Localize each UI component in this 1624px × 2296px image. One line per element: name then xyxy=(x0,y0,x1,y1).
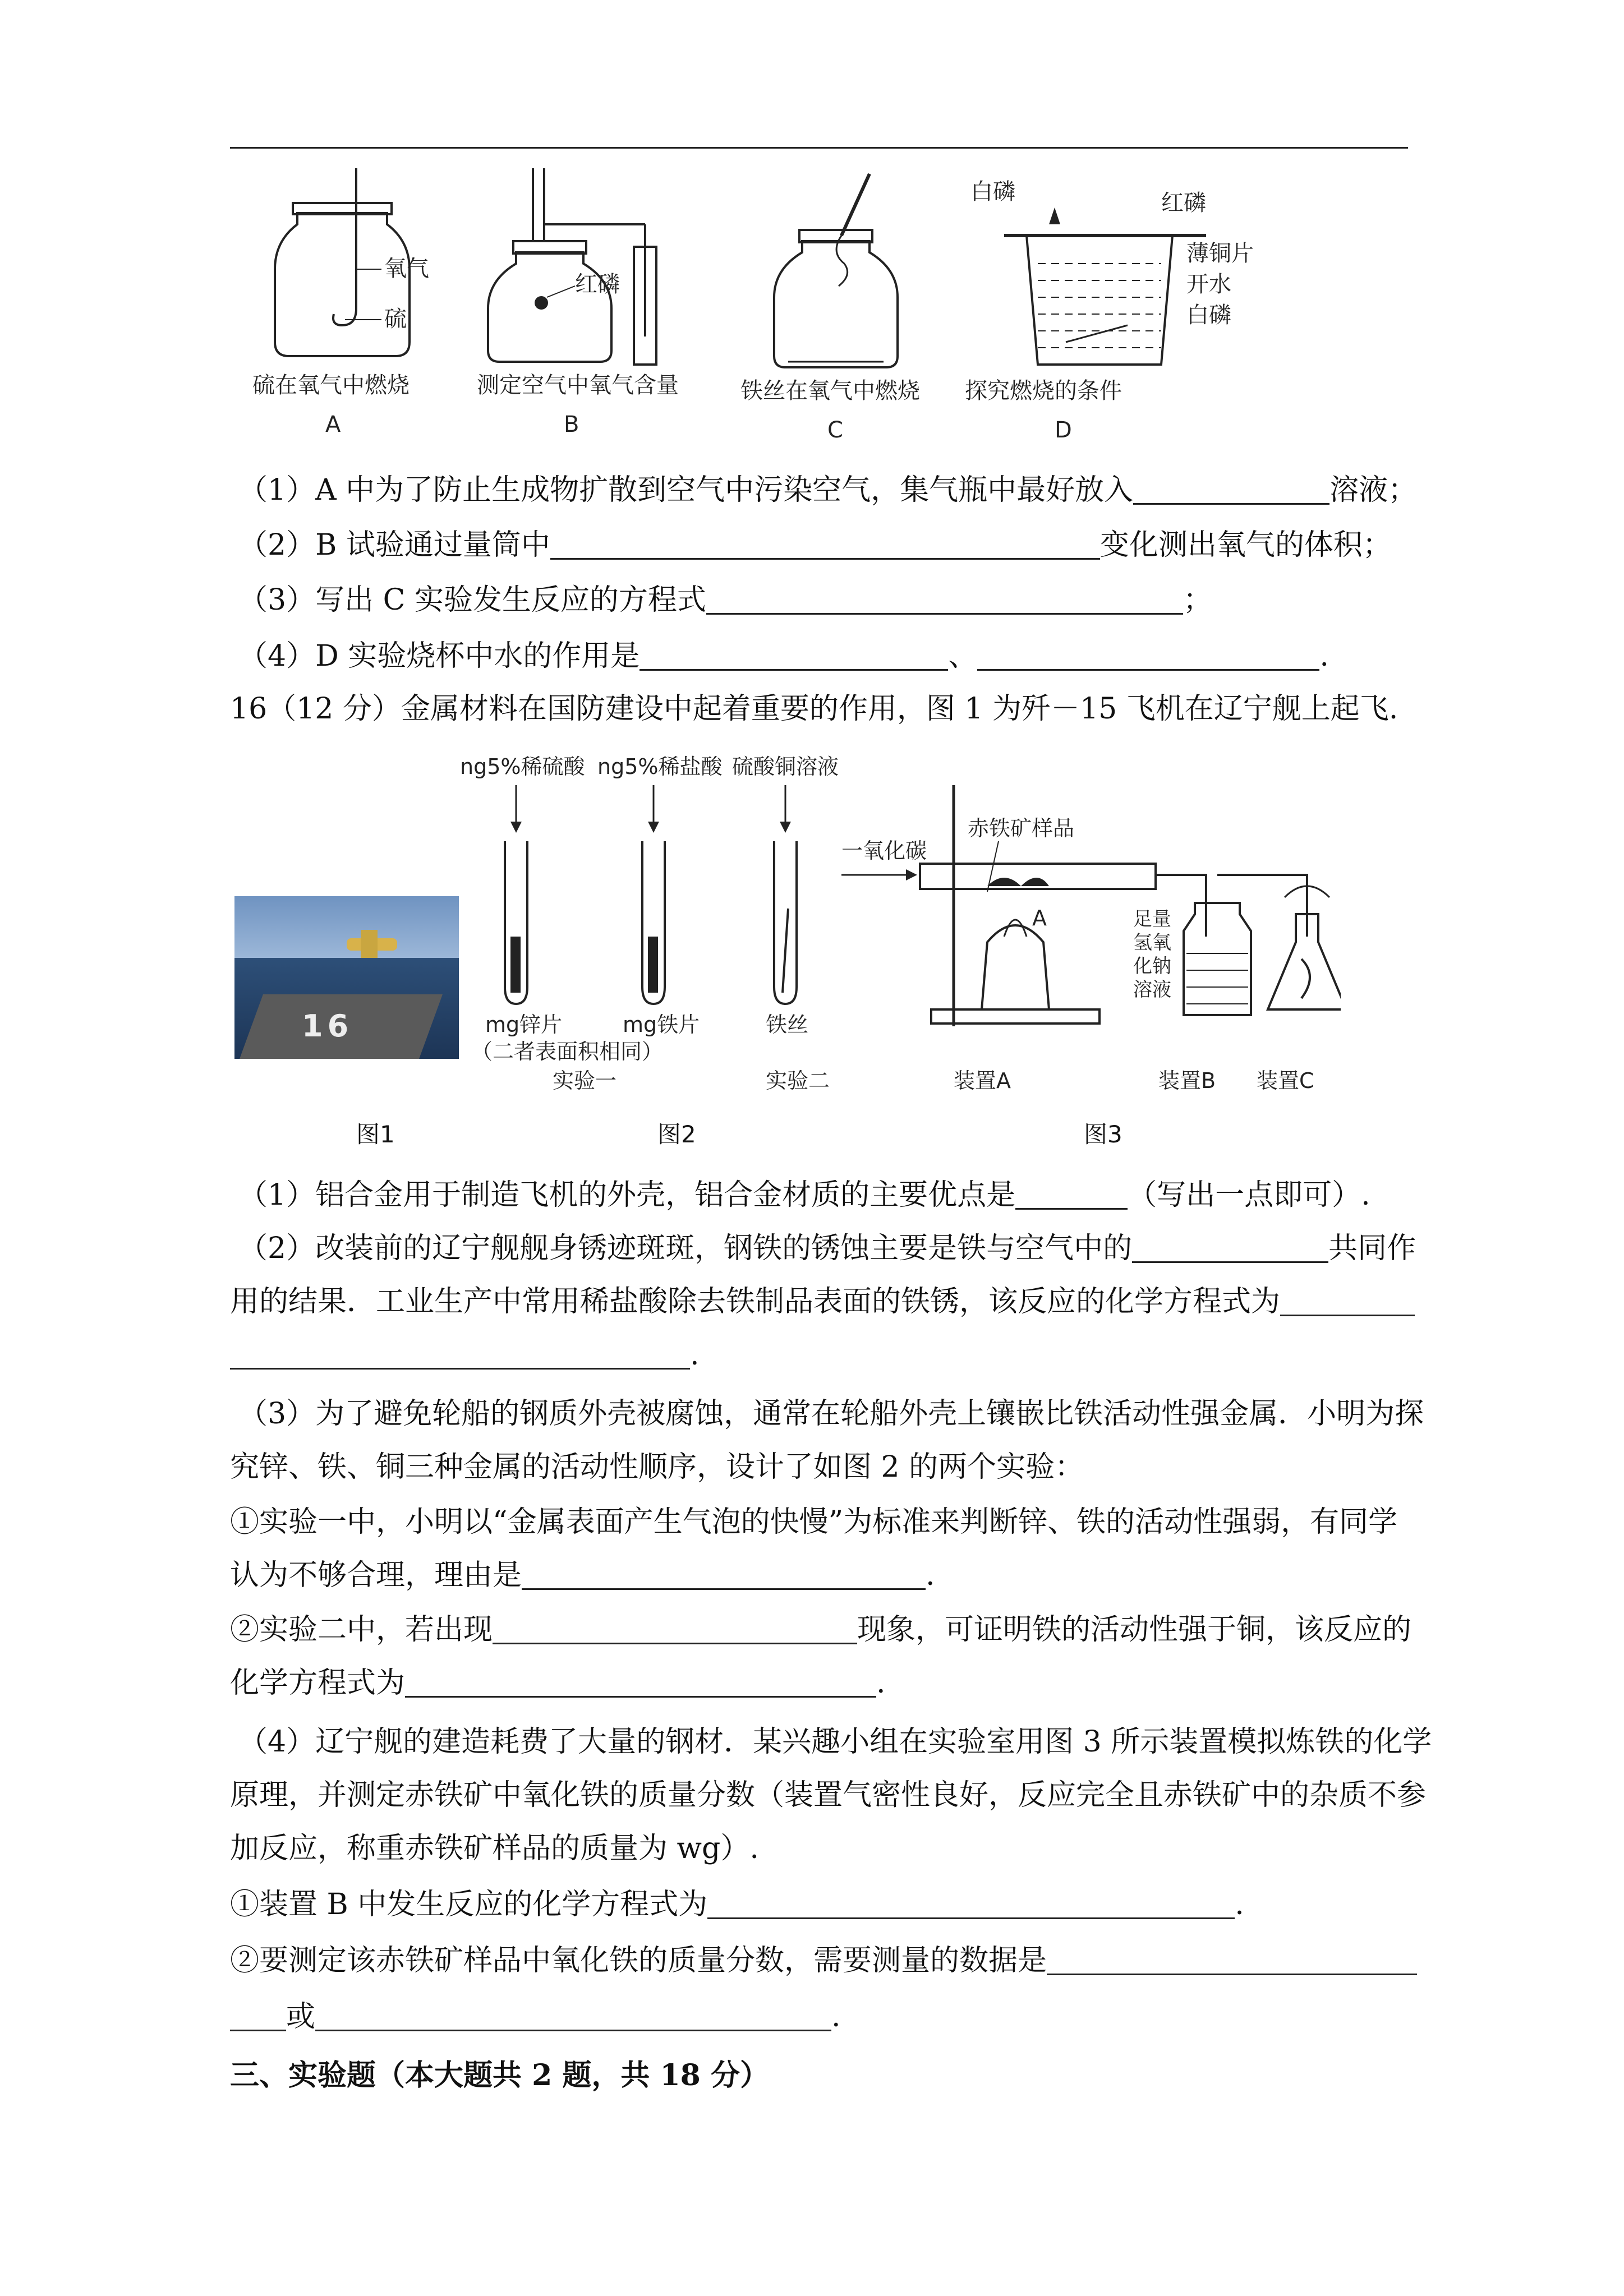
answer-blank[interactable] xyxy=(1132,1235,1328,1263)
label-carbon-monoxide: 一氧化碳 xyxy=(841,838,927,863)
label-hematite-sample: 赤铁矿样品 xyxy=(968,816,1075,841)
label-naoh-3: 化钠 xyxy=(1133,955,1171,978)
figure-a xyxy=(252,168,429,437)
answer-blank[interactable] xyxy=(640,643,948,671)
answer-blank[interactable] xyxy=(405,1670,876,1698)
letter-d: D xyxy=(1055,417,1072,443)
q16-part2-line2: 用的结果．工业生产中常用稀盐酸除去铁制品表面的铁锈，该反应的化学方程式为 xyxy=(230,1287,1415,1316)
q16-part4-line2: 原理，并测定赤铁矿中氧化铁的质量分数（装置气密性良好，反应完全且赤铁矿中的杂质不参 xyxy=(230,1778,1427,1812)
answer-blank[interactable] xyxy=(493,1617,857,1644)
experiment-one: 实验一 xyxy=(553,1068,617,1093)
answer-blank[interactable] xyxy=(315,2004,831,2031)
q15-part1: （1）A 中为了防止生成物扩散到空气中污染空气，集气瓶中最好放入 溶液； xyxy=(238,473,1418,507)
figure-b xyxy=(477,168,679,437)
label-white-phosphorus-bottom: 白磷 xyxy=(1186,302,1231,328)
q16-part3-line2: 究锌、铁、铜三种金属的活动性顺序，设计了如图 2 的两个实验： xyxy=(230,1450,1084,1484)
device-b: 装置B xyxy=(1158,1068,1216,1093)
q15-part4: （4）D 实验烧杯中水的作用是 、 . xyxy=(238,639,1329,673)
caption-b: 测定空气中氧气含量 xyxy=(477,372,679,398)
q16-part2-line3: . xyxy=(230,1340,700,1370)
answer-blank[interactable] xyxy=(707,1892,1235,1919)
figure1-caption: 图1 xyxy=(356,1121,395,1148)
q16-part3-line6: 化学方程式为 . xyxy=(230,1666,886,1700)
q16-part3-line5: ②实验二中，若出现 现象，可证明铁的活动性强于铜，该反应的 xyxy=(230,1613,1412,1647)
note-equal-area: （二者表面积相同） xyxy=(471,1039,664,1064)
q16-part3-line3: ①实验一中，小明以“金属表面产生气泡的快慢”为标准来判断锌、铁的活动性强弱，有同学 xyxy=(230,1505,1398,1539)
answer-blank[interactable] xyxy=(550,532,1100,560)
label-red-phosphorus: 红磷 xyxy=(575,271,620,297)
answer-blank[interactable] xyxy=(1280,1289,1415,1316)
label-naoh-1: 足量 xyxy=(1133,908,1171,930)
figure2-caption: 图2 xyxy=(657,1121,696,1148)
answer-blank[interactable] xyxy=(522,1562,926,1590)
q16-intro: 16（12 分）金属材料在国防建设中起着重要的作用，图 1 为歼－15 飞机在辽宁舰上起飞. xyxy=(230,692,1398,726)
caption-c: 铁丝在氧气中燃烧 xyxy=(740,378,920,404)
q16-part1: （1）铝合金用于制造飞机的外壳，铝合金材质的主要优点是 （写出一点即可）. xyxy=(238,1178,1370,1212)
answer-blank[interactable] xyxy=(1133,477,1329,505)
header-rule xyxy=(230,147,1408,149)
q16-part2-line1: （2）改装前的辽宁舰舰身锈迹斑斑，钢铁的锈蚀主要是铁与空气中的 共同作 xyxy=(238,1232,1416,1265)
q16-part4-line4: ①装置 B 中发生反应的化学方程式为 . xyxy=(230,1888,1244,1921)
letter-c: C xyxy=(827,417,843,443)
q16-part4-line1: （4）辽宁舰的建造耗费了大量的钢材．某兴趣小组在实验室用图 3 所示装置模拟炼铁的化学 xyxy=(238,1725,1432,1759)
figure3-iron-smelting-apparatus xyxy=(836,774,1341,1110)
q16-part3-line1: （3）为了避免轮船的钢质外壳被腐蚀，通常在轮船外壳上镶嵌比铁活动性强金属．小明为探 xyxy=(238,1397,1424,1431)
answer-blank[interactable] xyxy=(230,2004,286,2031)
q16-part4-line6: 或 . xyxy=(230,2002,841,2031)
figure3-caption: 图3 xyxy=(1084,1121,1122,1148)
label-white-phosphorus-top: 白磷 xyxy=(970,179,1015,205)
figure1-photo-jet: 16 xyxy=(234,896,459,1059)
caption-d: 探究燃烧的条件 xyxy=(965,378,1122,404)
label-naoh-2: 氢氧 xyxy=(1133,932,1171,954)
q16-part4-line5: ②要测定该赤铁矿样品中氧化铁的质量分数，需要测量的数据是 xyxy=(230,1946,1417,1975)
figure-c xyxy=(740,174,920,443)
reagent-sulfuric-acid: ng5%稀硫酸 xyxy=(460,754,585,779)
q15-part2: （2）B 试验通过量筒中 变化测出氧气的体积； xyxy=(238,528,1392,562)
answer-blank[interactable] xyxy=(706,587,1183,615)
label-copper-sheet: 薄铜片 xyxy=(1186,241,1254,266)
label-oxygen: 氧气 xyxy=(384,256,429,282)
device-c: 装置C xyxy=(1257,1068,1314,1093)
reagent-hydrochloric-acid: ng5%稀盐酸 xyxy=(597,754,723,779)
q16-part4-line3: 加反应，称重赤铁矿样品的质量为 wg）. xyxy=(230,1832,759,1865)
answer-blank[interactable] xyxy=(230,1342,690,1370)
figure-d xyxy=(965,179,1254,443)
experiment-two: 实验二 xyxy=(766,1068,830,1093)
label-sulfur: 硫 xyxy=(384,306,407,332)
metal-zinc: mg锌片 xyxy=(485,1012,563,1037)
device-a: 装置A xyxy=(954,1068,1011,1093)
letter-a: A xyxy=(325,412,341,437)
q16-part3-line4: 认为不够合理，理由是 . xyxy=(230,1559,935,1592)
answer-blank[interactable] xyxy=(1047,1948,1417,1975)
letter-b: B xyxy=(564,412,579,437)
label-naoh-4: 溶液 xyxy=(1133,979,1171,1001)
answer-blank[interactable] xyxy=(1015,1182,1128,1210)
figure2-test-tubes xyxy=(460,751,875,1110)
label-red-phosphorus-d: 红磷 xyxy=(1161,190,1206,216)
label-boiling-water: 开水 xyxy=(1186,271,1231,297)
figure-row-abcd xyxy=(241,157,1363,454)
section3-heading: 三、实验题（本大题共 2 题，共 18 分） xyxy=(230,2058,769,2092)
reagent-copper-sulfate: 硫酸铜溶液 xyxy=(732,754,839,779)
q15-part3: （3）写出 C 实验发生反应的方程式 ； xyxy=(238,583,1212,617)
metal-iron-sheet: mg铁片 xyxy=(623,1012,700,1037)
label-a: A xyxy=(1032,906,1047,930)
metal-iron-wire: 铁丝 xyxy=(766,1012,809,1037)
answer-blank[interactable] xyxy=(977,643,1319,671)
caption-a: 硫在氧气中燃烧 xyxy=(252,372,410,398)
